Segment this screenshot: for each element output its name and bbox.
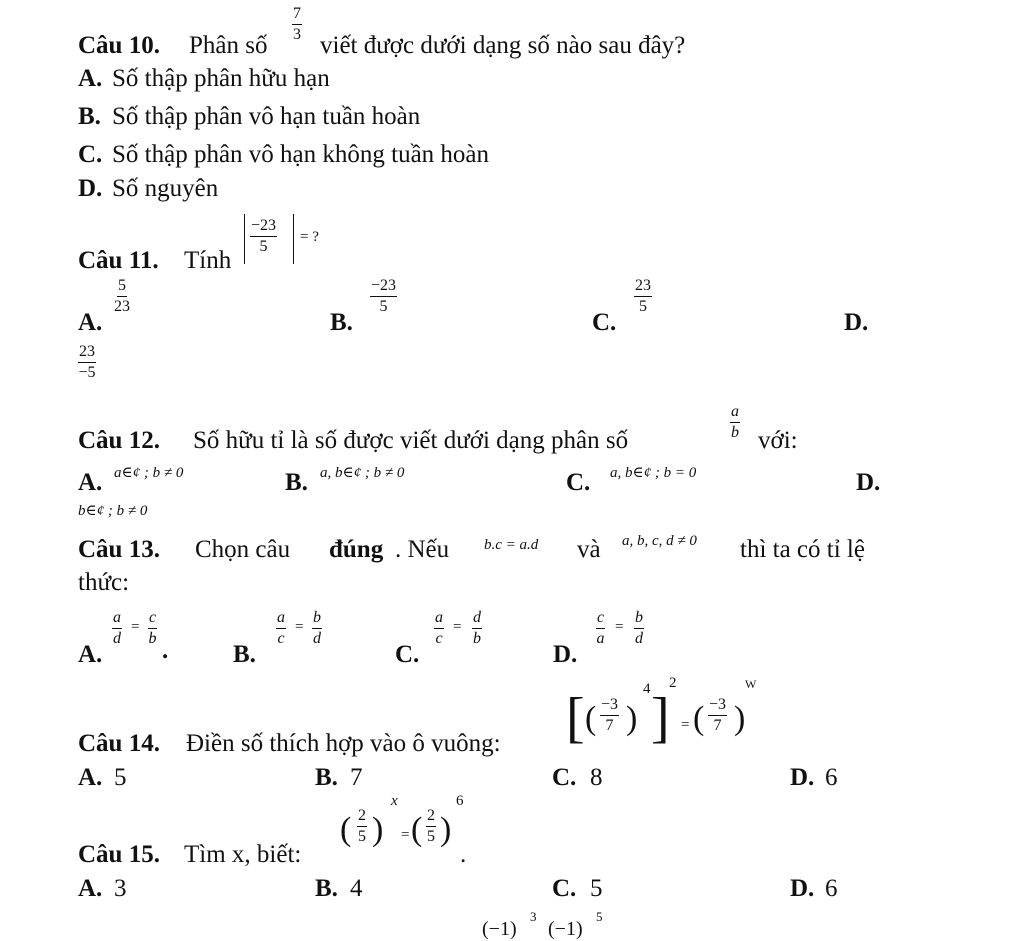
- q14-text: Điền số thích hợp vào ô vuông:: [186, 730, 501, 757]
- q14-box-exponent: W: [745, 677, 757, 691]
- q13-option-d-equals: =: [615, 619, 624, 635]
- q14-option-a: 5: [114, 764, 127, 791]
- q13-condition-1: b.c = a.d: [484, 537, 539, 553]
- q12-option-c-letter: C.: [566, 469, 591, 496]
- q15-option-c: 5: [590, 875, 603, 902]
- q16-base-1: (−1): [482, 918, 517, 940]
- q13-option-b-left: $\frac{a}{c}$: [277, 609, 285, 647]
- q14-label: Câu 14.: [78, 730, 160, 757]
- q13-option-b-letter: B.: [233, 641, 256, 668]
- q10-text-before: Phân số: [189, 32, 268, 59]
- q12-option-a: a∈¢ ; b ≠ 0: [114, 465, 184, 481]
- q10-option-b-letter: B.: [78, 103, 101, 130]
- q15-option-d-letter: D.: [790, 875, 815, 902]
- q15-option-c-letter: C.: [552, 875, 577, 902]
- q13-text-4: thì ta có tỉ lệ: [740, 536, 865, 563]
- q15-label: Câu 15.: [78, 841, 160, 868]
- q15-paren-open-right: (: [411, 811, 423, 848]
- q10-option-a-letter: A.: [78, 65, 103, 92]
- q13-option-a-end: .: [162, 637, 169, 664]
- q13-option-c-right: $\frac{d}{b}$: [473, 609, 481, 647]
- q16-exponent-2: 5: [596, 909, 603, 924]
- q10-option-c-letter: C.: [78, 141, 103, 168]
- q12-option-d: b∈¢ ; b ≠ 0: [78, 503, 148, 519]
- q10-label: Câu 10.: [78, 32, 160, 59]
- q13-text-5: thức:: [78, 569, 130, 596]
- q14-option-b: 7: [350, 764, 363, 791]
- q12-option-a-letter: A.: [78, 469, 103, 496]
- q11-option-a-letter: A.: [78, 309, 103, 336]
- q15-end: .: [460, 841, 467, 868]
- q13-option-c-letter: C.: [395, 641, 420, 668]
- q14-option-c: 8: [590, 764, 603, 791]
- q13-condition-2: a, b, c, d ≠ 0: [622, 533, 697, 549]
- q13-option-a-left: $\frac{a}{d}$: [113, 609, 121, 647]
- q15-exponent-right: 6: [456, 793, 464, 809]
- q14-rhs-fraction: $\frac{-3}{7}$: [709, 696, 727, 734]
- q12-option-b: a, b∈¢ ; b ≠ 0: [320, 465, 405, 481]
- q11-text: Tính: [184, 247, 232, 274]
- q13-label: Câu 13.: [78, 536, 160, 563]
- q11-expression-tail: = ?: [300, 229, 319, 245]
- q14-option-c-letter: C.: [552, 764, 577, 791]
- q11-option-b-fraction: $\frac{-23}{5}$: [371, 277, 397, 315]
- q10-option-d: Số nguyên: [112, 175, 219, 202]
- q16-base-2: (−1): [548, 918, 583, 940]
- q13-option-a-letter: A.: [78, 641, 103, 668]
- q15-paren-close-right: ): [440, 811, 452, 848]
- q12-option-d-letter: D.: [856, 469, 881, 496]
- q12-option-c: a, b∈¢ ; b = 0: [610, 465, 697, 481]
- q10-option-c: Số thập phân vô hạn không tuần hoàn: [112, 141, 490, 168]
- q15-fraction-right: $\frac{2}{5}$: [427, 807, 435, 845]
- q13-option-b-equals: =: [295, 619, 304, 635]
- q13-option-c-equals: =: [453, 619, 462, 635]
- q14-paren-open: (: [585, 700, 597, 737]
- q15-option-a-letter: A.: [78, 875, 103, 902]
- q10-option-a: Số thập phân hữu hạn: [112, 65, 330, 92]
- q15-equals: =: [401, 827, 410, 843]
- q15-option-d: 6: [825, 875, 838, 902]
- q14-rhs-paren-close: ): [734, 700, 746, 737]
- q11-option-d-letter: D.: [844, 309, 869, 336]
- q11-option-d-fraction: $\frac{23}{-5}$: [78, 343, 96, 381]
- q10-text-after: viết được dưới dạng số nào sau đây?: [320, 32, 686, 59]
- q10-fraction: $\frac{7}{3}$: [293, 5, 301, 43]
- q13-option-a-equals: =: [131, 619, 140, 635]
- q11-label: Câu 11.: [78, 247, 159, 274]
- q13-option-b-right: $\frac{b}{d}$: [313, 609, 321, 647]
- q10-option-d-letter: D.: [78, 175, 103, 202]
- q13-option-a-right: $\frac{c}{b}$: [148, 609, 157, 647]
- q16-exponent-1: 3: [530, 909, 537, 924]
- q14-bracket-open: [: [566, 687, 585, 749]
- q14-base-fraction: $\frac{-3}{7}$: [601, 696, 619, 734]
- q14-option-a-letter: A.: [78, 764, 103, 791]
- q13-emphasis: đúng: [329, 536, 384, 563]
- q11-option-a-fraction: $\frac{5}{23}$: [114, 277, 130, 315]
- q11-expression-fraction: $\frac{-23}{5}$: [251, 217, 277, 255]
- q12-fraction: $\frac{a}{b}$: [731, 403, 739, 441]
- q13-option-d-right: $\frac{b}{d}$: [635, 609, 643, 647]
- q15-paren-close-left: ): [372, 811, 384, 848]
- q15-fraction-left: $\frac{2}{5}$: [358, 807, 366, 845]
- q14-bracket-close: ]: [651, 687, 670, 749]
- q13-option-d-letter: D.: [553, 641, 578, 668]
- q15-text: Tìm x, biết:: [184, 841, 302, 868]
- q12-option-b-letter: B.: [285, 469, 308, 496]
- q15-option-b-letter: B.: [315, 875, 338, 902]
- q13-option-c-left: $\frac{a}{c}$: [435, 609, 443, 647]
- q11-option-b-letter: B.: [330, 309, 353, 336]
- q14-paren-close: ): [626, 700, 638, 737]
- q12-text-after: với:: [758, 427, 798, 454]
- q14-option-b-letter: B.: [315, 764, 338, 791]
- q14-outer-exponent: 2: [669, 675, 677, 691]
- q14-equals: =: [681, 717, 690, 733]
- q10-option-b: Số thập phân vô hạn tuần hoàn: [112, 103, 421, 130]
- q13-text-1: Chọn câu: [195, 536, 291, 563]
- q14-option-d-letter: D.: [790, 764, 815, 791]
- q12-label: Câu 12.: [78, 427, 160, 454]
- q15-exponent-left: x: [391, 793, 398, 809]
- q13-text-3: và: [577, 536, 601, 563]
- q15-paren-open-left: (: [340, 811, 352, 848]
- q12-text-before: Số hữu tỉ là số được viết dưới dạng phân số: [193, 427, 629, 454]
- q15-option-a: 3: [114, 875, 127, 902]
- q14-inner-exponent: 4: [643, 681, 651, 697]
- q11-option-c-fraction: $\frac{23}{5}$: [635, 277, 651, 315]
- q14-option-d: 6: [825, 764, 838, 791]
- q13-text-2: . Nếu: [395, 536, 450, 563]
- q13-option-d-left: $\frac{c}{a}$: [596, 609, 605, 647]
- q15-option-b: 4: [350, 875, 363, 902]
- q11-option-c-letter: C.: [592, 309, 617, 336]
- q14-rhs-paren-open: (: [693, 700, 705, 737]
